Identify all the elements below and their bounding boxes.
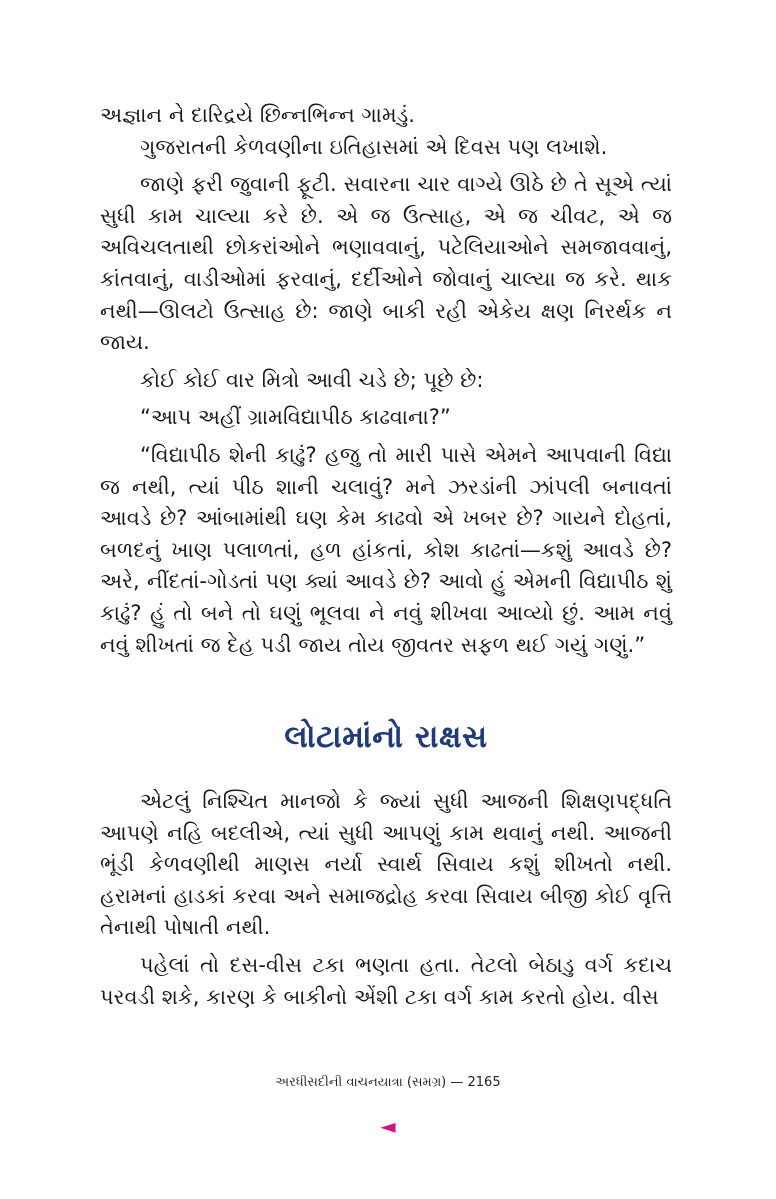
paragraph: ગુજરાતની કેળવણીના ઇતિહાસમાં એ દિવસ પણ લખાશે. xyxy=(140,134,608,159)
paragraph: કોઈ કોઈ વાર મિત્રો આવી ચડે છે; પૂછે છે: xyxy=(140,367,484,392)
prev-page-arrow-icon[interactable]: ◄ xyxy=(380,1114,396,1138)
section-heading: લોટામાંનો રાક્ષસ xyxy=(284,719,488,756)
page-body xyxy=(100,100,672,1013)
page-footer: અરધીસદીની વાચનયાત્રા (સમગ્ર) — 2165 xyxy=(275,1075,501,1090)
paragraph: “વિદ્યાપીઠ શેની કાઢું? હજુ તો મારી પાસે એમને આપવાની વિદ્યા જ નથી, ત્યાં પીઠ શાની ચલાવું? મને ઝરડાંની ઝાંપલી બનાવતાં આવડે છે? આંબામાંથી ઘણ કેમ કાઢવો એ ખબર છે? ગાયને દોહતાં, બળદનું ખાણ પલાળતાં, હળ હાંકતાં, કોશ કાઢતાં—કશું આવડે છે? અરે, નીંદતાં-ગોડતાં પણ ક્યાં આવડે છે? આવો હું એમની વિદ્યાપીઠ શું કાઢું? હું તો બને તો ઘણું ભૂલવા ને નવું શીખવા આવ્યો છું. આમ નવું નવું શીખતાં જ દેહ પડી જાય તોય જીવતર સફળ થઈ ગયું ગણું.” xyxy=(100,442,672,657)
paragraph: અજ્ઞાન ને દારિદ્રયે છિન્નભિન્ન ગામડું. xyxy=(100,103,415,127)
paragraph: “આપ અહીં ગ્રામવિદ્યાપીઠ કાઢવાના?” xyxy=(140,405,451,430)
paragraph: એટલું નિશ્ચિત માનજો કે જ્યાં સુધી આજની શિક્ષણપદ્ધતિ આપણે નહિ બદલીએ, ત્યાં સુધી આપણું કામ થવાનું નથી. આજની ભૂંડી કેળવણીથી માણસ નર્યા સ્વાર્થ સિવાય કશું શીખતો નથી. હરામનાં હાડકાં કરવા અને સમાજદ્રોહ કરવા સિવાય બીજી કોઈ વૃત્તિ તેનાથી પોષાતી નથી. xyxy=(100,789,672,940)
paragraph: પહેલાં તો દસ-વીસ ટકા ભણતા હતા. તેટલો બેઠાડુ વર્ગ કદાચ પરવડી શકે, કારણ કે બાકીનો એંશી ટકા વર્ગ કામ કરતો હોય. વીસ xyxy=(100,953,672,1009)
paragraph: જાણે ફરી જુવાની ફૂટી. સવારના ચાર વાગ્યે ઊઠે છે તે સૂએ ત્યાં સુધી કામ ચાલ્યા કરે છે. એ જ ઉત્સાહ, એ જ ચીવટ, એ જ અવિચલતાથી છોકરાંઓને ભણાવવાનું, પટેલિયાઓને સમજાવવાનું, કાંતવાનું, વાડીઓમાં ફરવાનું, દર્દીઓને જોવાનું ચાલ્યા જ કરે. થાક નથી—ઊલટો ઉત્સાહ છે: જાણે બાકી રહી એકેય ક્ષણ નિરર્થક ન જાય. xyxy=(100,172,672,355)
